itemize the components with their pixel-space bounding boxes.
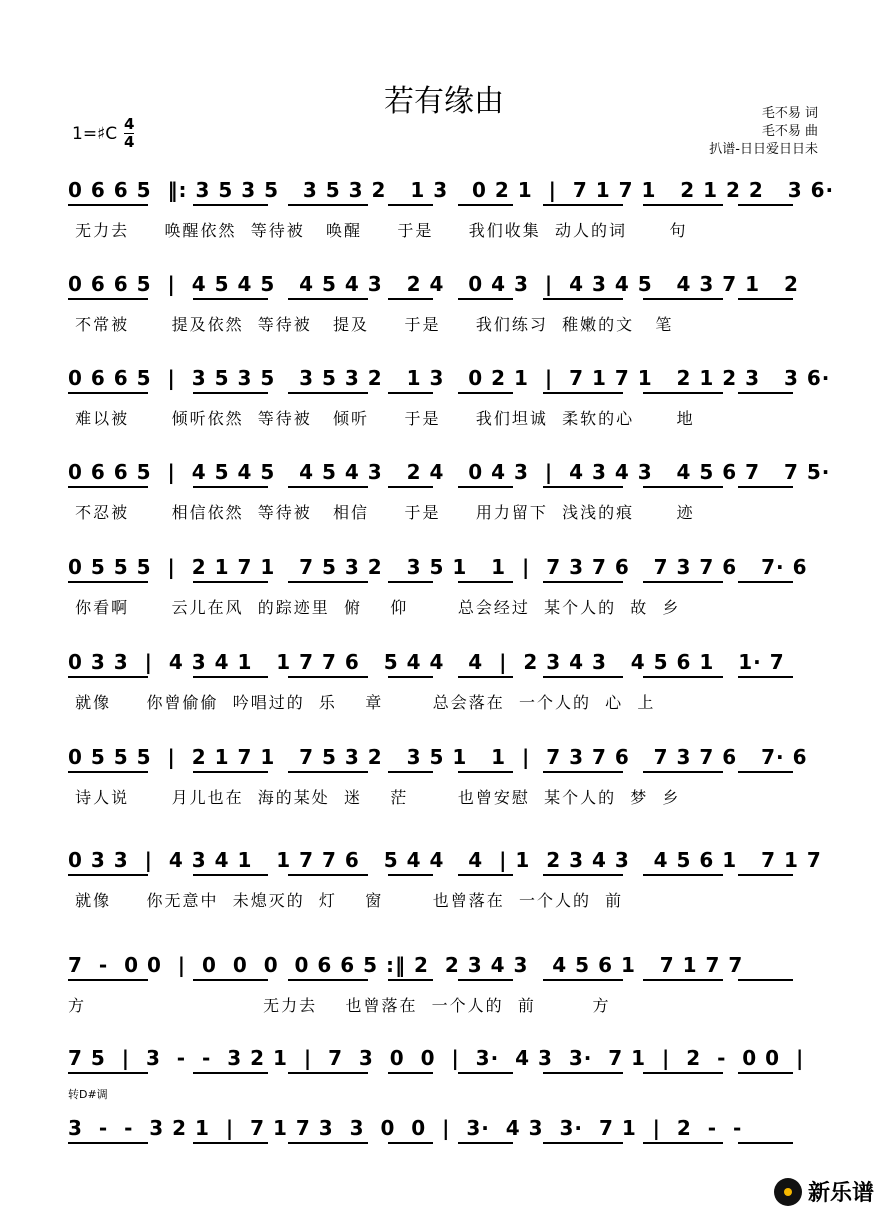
beam-underline [68, 979, 828, 981]
note-row: 0 5 5 5 | 2 1 7 1 7 5 3 2 3 5 1 1 | 7 3 7 6 7 3 7 6 7· 6 [68, 555, 808, 579]
beam [288, 874, 368, 876]
modulation-label: 转D#调 [68, 1088, 108, 1101]
beam [68, 1072, 148, 1074]
beam-underline [68, 676, 828, 678]
beam [288, 676, 368, 678]
beam [193, 874, 268, 876]
beam-underline [68, 1072, 828, 1074]
score-line [68, 555, 828, 615]
score-line [68, 953, 828, 1013]
beam [738, 676, 793, 678]
beam [458, 874, 513, 876]
beam [388, 486, 433, 488]
note-row: 3 - - 3 2 1 | 7 1 7 3 3 0 0 | 3· 4 3 3· 7 1 | 2 - - [68, 1116, 743, 1140]
lyric-row: 难以被 倾听依然 等待被 倾听 于是 我们坦诚 柔软的心 地 [68, 409, 695, 428]
beam [288, 392, 368, 394]
beam-underline [68, 771, 828, 773]
beam [68, 204, 148, 206]
note-row: 7 - 0 0 | 0 0 0 0 6 6 5 :‖ 2 2 3 4 3 4 5 6 1 7 1 7 7 [68, 953, 744, 977]
beam [68, 581, 148, 583]
beam [68, 1142, 148, 1144]
score-line [68, 272, 828, 332]
beam [388, 204, 433, 206]
score-line [68, 1046, 828, 1106]
beam [543, 1072, 623, 1074]
beam [458, 486, 513, 488]
beam-underline [68, 874, 828, 876]
lyric-row: 无力去 唤醒依然 等待被 唤醒 于是 我们收集 动人的词 句 [68, 221, 688, 240]
beam [388, 771, 433, 773]
score-line [68, 460, 831, 522]
lyric-row: 诗人说 月儿也在 海的某处 迷 茫 也曾安慰 某个人的 梦 乡 [68, 788, 681, 807]
site-logo [774, 1176, 874, 1207]
beam [193, 979, 268, 981]
beam [543, 771, 623, 773]
beam [458, 676, 513, 678]
beam [543, 204, 623, 206]
beam [288, 204, 368, 206]
record-icon [774, 1178, 802, 1206]
time-signature-bottom: 4 [124, 133, 135, 151]
beam [193, 1142, 268, 1144]
beam [68, 874, 148, 876]
lyric-row: 就像 你曾偷偷 吟唱过的 乐 章 总会落在 一个人的 心 上 [68, 693, 656, 712]
beam [288, 298, 368, 300]
note-row: 0 3 3 | 4 3 4 1 1 7 7 6 5 4 4 4 | 1 2 3 4 3 4 5 6 1 7 1 7 [68, 848, 822, 872]
beam [193, 1072, 268, 1074]
beam [193, 298, 268, 300]
beam [543, 392, 623, 394]
beam [543, 1142, 623, 1144]
beam [643, 1142, 723, 1144]
beam [388, 676, 433, 678]
beam [643, 581, 723, 583]
score-line [68, 745, 828, 805]
score-line [68, 848, 828, 908]
beam [643, 979, 723, 981]
note-row: 0 6 6 5 | 4 5 4 5 4 5 4 3 2 4 0 4 3 | 4 3 4 5 4 3 7 1 2 [68, 272, 799, 296]
beam-underline [68, 298, 828, 300]
beam [68, 676, 148, 678]
beam-underline [68, 581, 828, 583]
score-line [68, 650, 828, 710]
beam [193, 771, 268, 773]
beam [68, 771, 148, 773]
beam [643, 204, 723, 206]
beam [543, 486, 623, 488]
logo-text: 新乐谱 [807, 1181, 874, 1206]
beam-underline [68, 1142, 828, 1144]
beam [458, 392, 513, 394]
beam [738, 874, 793, 876]
beam [643, 771, 723, 773]
beam [458, 204, 513, 206]
beam [738, 298, 793, 300]
beam [68, 392, 148, 394]
beam [738, 771, 793, 773]
transcriber-credit: 扒谱-日日爱日日未 [709, 142, 818, 157]
note-row: 0 6 6 5 | 4 5 4 5 4 5 4 3 2 4 0 4 3 | 4 3 4 3 4 5 6 7 7 5· [68, 460, 831, 484]
time-signature [124, 116, 134, 151]
beam [643, 486, 723, 488]
lyric-row: 不常被 提及依然 等待被 提及 于是 我们练习 稚嫩的文 笔 [68, 315, 674, 334]
beam [288, 1072, 368, 1074]
beam [388, 1072, 433, 1074]
note-row: 0 5 5 5 | 2 1 7 1 7 5 3 2 3 5 1 1 | 7 3 7 6 7 3 7 6 7· 6 [68, 745, 808, 769]
note-row: 0 6 6 5 ‖: 3 5 3 5 3 5 3 2 1 3 0 2 1 | 7 1 7 1 2 1 2 2 3 6· [68, 178, 835, 202]
lyric-row: 方 无力去 也曾落在 一个人的 前 方 [68, 996, 611, 1015]
beam [288, 486, 368, 488]
song-title: 若有缘由 [384, 84, 504, 119]
beam [738, 1072, 793, 1074]
score-line [68, 1116, 828, 1176]
beam [543, 979, 623, 981]
beam [543, 298, 623, 300]
beam [643, 676, 723, 678]
beam [388, 979, 433, 981]
beam [738, 979, 793, 981]
beam [643, 1072, 723, 1074]
note-row: 7 5 | 3 - - 3 2 1 | 7 3 0 0 | 3· 4 3 3· 7 1 | 2 - 0 0 | [68, 1046, 805, 1070]
key-signature: 1=♯C [72, 124, 118, 144]
beam [388, 1142, 433, 1144]
beam [738, 392, 793, 394]
beam [388, 581, 433, 583]
beam [288, 979, 368, 981]
composer-credit: 毛不易 曲 [761, 124, 818, 139]
score-line [68, 178, 835, 240]
beam [288, 581, 368, 583]
beam [458, 979, 513, 981]
lyric-row: 就像 你无意中 未熄灭的 灯 窗 也曾落在 一个人的 前 [68, 891, 624, 910]
beam [643, 392, 723, 394]
beam [543, 581, 623, 583]
beam [738, 486, 793, 488]
beam-underline [68, 486, 828, 488]
beam [543, 874, 623, 876]
beam [68, 298, 148, 300]
beam [458, 298, 513, 300]
beam [458, 581, 513, 583]
beam [193, 392, 268, 394]
beam-underline [68, 392, 828, 394]
beam [388, 392, 433, 394]
beam [68, 486, 148, 488]
beam [388, 298, 433, 300]
beam [288, 771, 368, 773]
beam [458, 771, 513, 773]
note-row: 0 6 6 5 | 3 5 3 5 3 5 3 2 1 3 0 2 1 | 7 1 7 1 2 1 2 3 3 6· [68, 366, 831, 390]
lyric-row: 你看啊 云儿在风 的踪迹里 俯 仰 总会经过 某个人的 故 乡 [68, 598, 681, 617]
lyric-row: 不忍被 相信依然 等待被 相信 于是 用力留下 浅浅的痕 迹 [68, 503, 695, 522]
beam [643, 874, 723, 876]
beam [458, 1072, 513, 1074]
beam [643, 298, 723, 300]
beam [543, 676, 623, 678]
beam [288, 1142, 368, 1144]
beam [68, 979, 148, 981]
beam [738, 204, 793, 206]
beam-underline [68, 204, 828, 206]
beam [193, 204, 268, 206]
score-line [68, 366, 831, 428]
beam [738, 581, 793, 583]
beam [738, 1142, 793, 1144]
time-signature-top: 4 [124, 115, 135, 133]
beam [193, 676, 268, 678]
beam [388, 874, 433, 876]
note-row: 0 3 3 | 4 3 4 1 1 7 7 6 5 4 4 4 | 2 3 4 3 4 5 6 1 1· 7 [68, 650, 785, 674]
beam [193, 486, 268, 488]
beam [458, 1142, 513, 1144]
lyricist-credit: 毛不易 词 [761, 106, 818, 121]
beam [193, 581, 268, 583]
